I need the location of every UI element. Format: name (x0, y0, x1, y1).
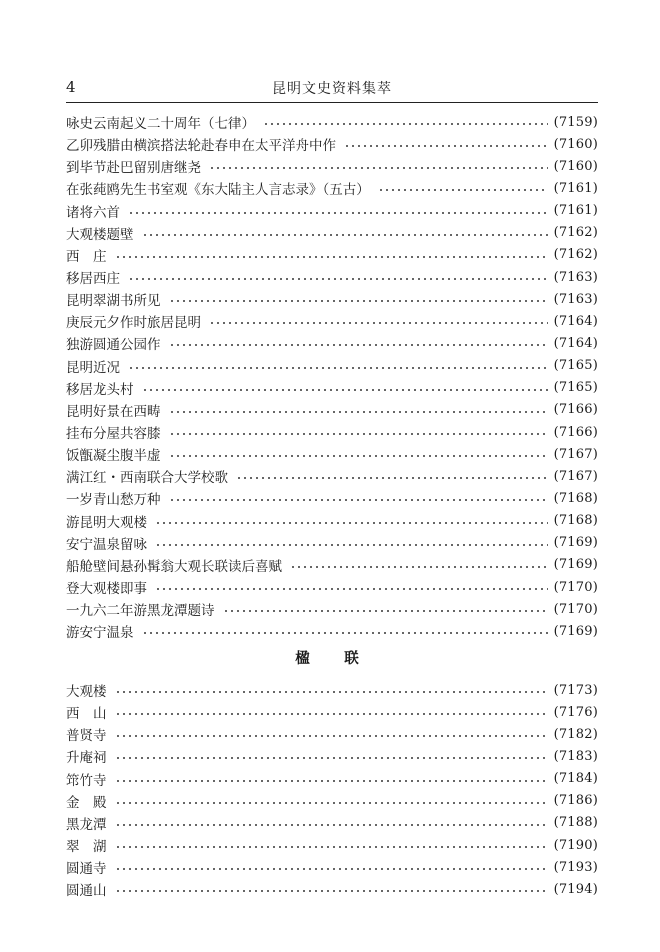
toc-entry (66, 222, 598, 244)
toc-entry (66, 200, 598, 222)
toc-couplets-list (66, 679, 598, 900)
toc-entry-title: 昆明好景在西畴 (66, 403, 161, 420)
toc-entry (66, 465, 598, 487)
toc-entry-page: (7173) (553, 682, 598, 698)
toc-entry-page: (7169) (553, 557, 598, 573)
dot-leader (169, 499, 548, 501)
toc-entry-title: 普贤寺 (66, 728, 107, 745)
toc-entry-title: 升庵祠 (66, 750, 107, 767)
toc-entry-page: (7163) (553, 269, 598, 285)
toc-entry-title: 游昆明大观楼 (66, 514, 147, 531)
toc-entry-title: 昆明翠湖书所见 (66, 293, 161, 310)
toc-entry (66, 878, 598, 900)
page-number: 4 (66, 78, 76, 96)
toc-entry-page: (7164) (553, 313, 598, 329)
dot-leader (115, 757, 548, 759)
dot-leader (128, 278, 548, 280)
toc-entry-page: (7164) (553, 335, 598, 351)
dot-leader (115, 780, 548, 782)
toc-entry (66, 834, 598, 856)
toc-entry-title: 一九六二年游黑龙潭题诗 (66, 603, 215, 620)
toc-entry-title: 挂布分屋共容膝 (66, 426, 161, 443)
dot-leader (155, 544, 548, 546)
toc-entry (66, 310, 598, 332)
toc-entry-title: 乙卯残腊由横滨搭法轮赴春申在太平洋舟中作 (66, 138, 336, 155)
toc-entry-page: (7184) (553, 771, 598, 787)
toc-entry-title: 西 山 (66, 706, 107, 723)
toc-entry-page: (7170) (553, 601, 598, 617)
toc-entry-title: 安宁温泉留咏 (66, 536, 147, 553)
toc-poems-list (66, 111, 598, 642)
toc-entry-title: 一岁青山愁万种 (66, 492, 161, 509)
toc-entry-title: 到毕节赴巴留别唐继尧 (66, 160, 201, 177)
toc-entry-title: 筇竹寺 (66, 772, 107, 789)
toc-entry-page: (7165) (553, 380, 598, 396)
toc-entry (66, 443, 598, 465)
toc-poems-section (66, 111, 598, 642)
running-title: 昆明文史资料集萃 (272, 81, 392, 97)
toc-entry-title: 咏史云南起义二十周年（七律） (66, 116, 255, 133)
toc-entry-title: 移居龙头村 (66, 381, 134, 398)
toc-entry-page: (7162) (553, 247, 598, 263)
toc-entry-page: (7165) (553, 358, 598, 374)
toc-entry (66, 768, 598, 790)
toc-entry-page: (7170) (553, 579, 598, 595)
toc-entry (66, 576, 598, 598)
toc-entry-title: 在张莼鸥先生书室观《东大陆主人言志录》（五古） (66, 182, 370, 199)
toc-entry-page: (7182) (553, 726, 598, 742)
toc-entry-page: (7163) (553, 291, 598, 307)
toc-entry-page: (7168) (553, 490, 598, 506)
toc-entry-title: 大观楼 (66, 684, 107, 701)
dot-leader (128, 367, 548, 369)
toc-entry (66, 487, 598, 509)
toc-entry-title: 大观楼题壁 (66, 226, 134, 243)
dot-leader (155, 588, 548, 590)
toc-entry-page: (7166) (553, 402, 598, 418)
dot-leader (236, 477, 548, 479)
toc-entry-page: (7160) (553, 136, 598, 152)
dot-leader (115, 802, 548, 804)
toc-entry-page: (7161) (553, 180, 598, 196)
toc-entry-page: (7193) (553, 859, 598, 875)
dot-leader (169, 455, 548, 457)
dot-leader (290, 566, 548, 568)
toc-entry-title: 满江红・西南联合大学校歌 (66, 470, 228, 487)
toc-entry (66, 510, 598, 532)
toc-entry (66, 266, 598, 288)
toc-entry (66, 111, 598, 133)
toc-entry-page: (7162) (553, 225, 598, 241)
toc-entry (66, 620, 598, 642)
toc-entry-page: (7176) (553, 704, 598, 720)
dot-leader (209, 322, 548, 324)
toc-entry-title: 西 庄 (66, 248, 107, 265)
toc-entry (66, 332, 598, 354)
dot-leader (115, 256, 548, 258)
toc-entry-page: (7186) (553, 793, 598, 809)
dot-leader (169, 300, 548, 302)
toc-entry-page: (7160) (553, 158, 598, 174)
toc-entry-title: 翠 湖 (66, 839, 107, 856)
dot-leader (169, 411, 548, 413)
dot-leader (155, 522, 548, 524)
toc-couplets-body (66, 679, 598, 900)
dot-leader (142, 632, 548, 634)
toc-entry (66, 745, 598, 767)
toc-entry (66, 399, 598, 421)
page-header (66, 76, 598, 103)
toc-entry-title: 船舱壁间悬孙髯翁大观长联读后喜赋 (66, 558, 282, 575)
toc-entry (66, 155, 598, 177)
dot-leader (142, 389, 548, 391)
dot-leader (263, 123, 548, 125)
toc-entry (66, 177, 598, 199)
toc-entry-page: (7183) (553, 748, 598, 764)
toc-entry (66, 554, 598, 576)
dot-leader (115, 691, 548, 693)
toc-entry (66, 790, 598, 812)
dot-leader (142, 234, 548, 236)
dot-leader (115, 713, 548, 715)
toc-entry-title: 庚辰元夕作时旅居昆明 (66, 315, 201, 332)
toc-entry-title: 游安宁温泉 (66, 625, 134, 642)
toc-entry-title: 移居西庄 (66, 271, 120, 288)
toc-entry (66, 377, 598, 399)
toc-entry-page: (7166) (553, 424, 598, 440)
toc-entry (66, 812, 598, 834)
toc-entry-page: (7159) (553, 114, 598, 130)
toc-entry-title: 独游圆通公园作 (66, 337, 161, 354)
dot-leader (128, 212, 548, 214)
dot-leader (344, 145, 548, 147)
toc-entry-title: 昆明近况 (66, 359, 120, 376)
toc-entry-page: (7167) (553, 468, 598, 484)
dot-leader (378, 189, 548, 191)
dot-leader (169, 433, 548, 435)
dot-leader (115, 846, 548, 848)
toc-entry-title: 黑龙潭 (66, 816, 107, 833)
toc-couplets-section (66, 648, 598, 670)
toc-entry-page: (7168) (553, 513, 598, 529)
toc-entry (66, 244, 598, 266)
toc-entry (66, 856, 598, 878)
toc-entry-title: 圆通山 (66, 883, 107, 900)
dot-leader (115, 824, 548, 826)
toc-entry (66, 133, 598, 155)
toc-entry-page: (7190) (553, 837, 598, 853)
toc-entry-page: (7194) (553, 881, 598, 897)
toc-entry (66, 598, 598, 620)
section-heading-couplets: 楹 联 (295, 650, 369, 667)
toc-entry-title: 金 殿 (66, 794, 107, 811)
toc-entry-title: 饭甑凝尘腹半虚 (66, 448, 161, 465)
toc-entry-page: (7167) (553, 446, 598, 462)
toc-entry (66, 532, 598, 554)
toc-entry (66, 723, 598, 745)
toc-entry-title: 登大观楼即事 (66, 581, 147, 598)
toc-entry (66, 421, 598, 443)
toc-entry-page: (7161) (553, 203, 598, 219)
toc-entry (66, 679, 598, 701)
dot-leader (209, 167, 548, 169)
toc-entry (66, 355, 598, 377)
dot-leader (115, 735, 548, 737)
toc-entry (66, 288, 598, 310)
dot-leader (169, 344, 548, 346)
dot-leader (223, 610, 548, 612)
toc-entry-title: 诸将六首 (66, 204, 120, 221)
toc-entry-page: (7188) (553, 815, 598, 831)
dot-leader (115, 890, 548, 892)
dot-leader (115, 868, 548, 870)
toc-entry (66, 701, 598, 723)
toc-entry-title: 圆通寺 (66, 861, 107, 878)
toc-entry-page: (7169) (553, 535, 598, 551)
toc-entry-page: (7169) (553, 623, 598, 639)
